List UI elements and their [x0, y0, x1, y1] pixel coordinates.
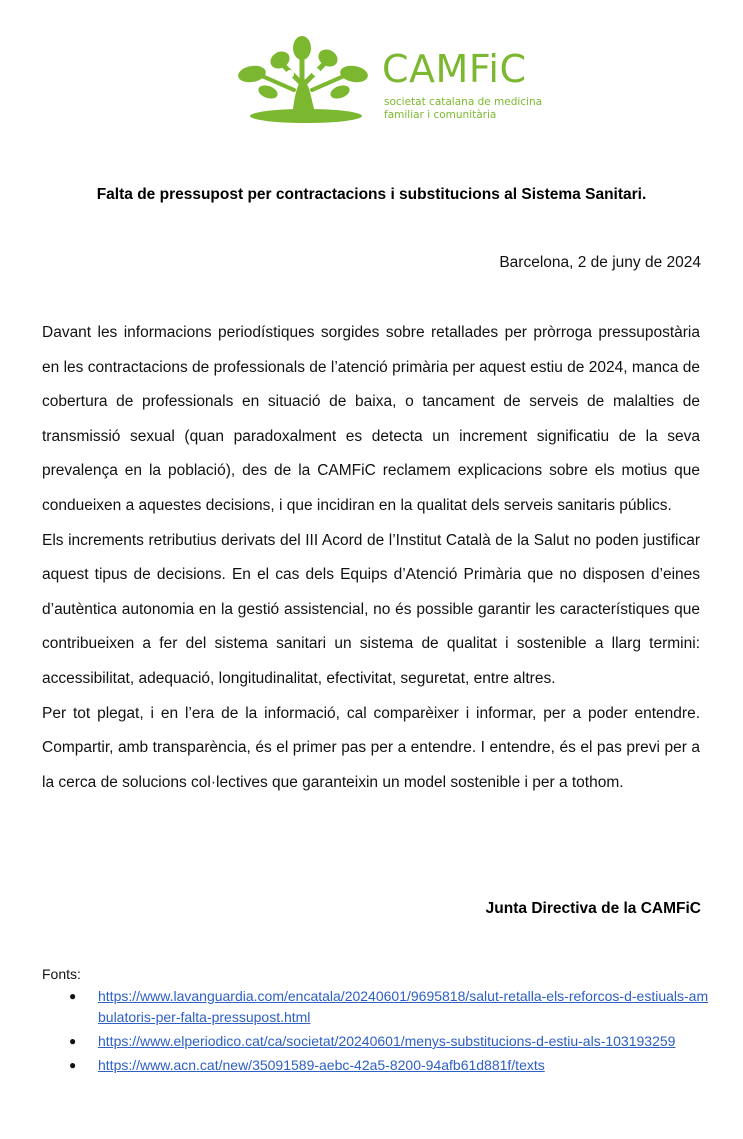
sources-list — [42, 986, 712, 1076]
source-item — [42, 1031, 712, 1052]
bullet-icon: ● — [69, 1034, 77, 1048]
paragraph-1: Davant les informacions periodístiques sorgides sobre retallades per pròrroga pressupostària en les contractacions de professionals de l’atenció primària per aquest estiu de 2024, manca de cobertura de professionals en situació de baixa, o tancament de serveis de malalties de transmissió sexual (quan paradoxalment es detecta un increment significatiu de la seva prevalença en la població), des de la CAMFiC reclamem explicacions sobre els motius que condueixen a aquestes decisions, i que incidiran en la qualitat dels serveis sanitaris públics. — [42, 324, 700, 514]
logo-tagline-line-2: familiar i comunitària — [384, 109, 497, 121]
sources-label: Fonts: — [42, 966, 81, 982]
paragraph-3: Per tot plegat, i en l’era de la informació, cal comparèixer i informar, per a poder entendre. Compartir, amb transparència, és el primer pas per a entendre. I entendre, és el pas previ per a la cerca de solucions col·lectives que garanteixin un model sostenible i per a tothom. — [42, 704, 700, 791]
source-item — [42, 986, 712, 1028]
source-link-lavanguardia[interactable]: https://www.lavanguardia.com/encatala/20240601/9695818/salut-retalla-els-reforcos-d-estiuals-ambulatoris-per-falta-pressupost.html — [98, 988, 709, 1025]
paragraph-2: Els increments retributius derivats del III Acord de l’Institut Català de la Salut no poden justificar aquest tipus de decisions. En el cas dels Equips d’Atenció Primària que no disposen d’eines d’autèntica autonomia en la gestió assistencial, no és possible garantir les característiques que contribueixen a fer del sistema sanitari un sistema de qualitat i sostenible a llarg termini: accessibilitat, adequació, longitudinalitat, efectivitat, seguretat, entre altres. — [42, 531, 700, 687]
signature: Junta Directiva de la CAMFiC — [485, 900, 701, 917]
document-title: Falta de pressupost per contractacions i substitucions al Sistema Sanitari. — [96, 186, 647, 203]
bullet-icon: ● — [69, 1058, 77, 1072]
source-link-acn[interactable]: https://www.acn.cat/new/35091589-aebc-42a5-8200-94afb61d881f/texts — [98, 1057, 545, 1073]
sources-section — [42, 966, 712, 1079]
logo-brand-name: CAMFiC — [382, 47, 527, 91]
bullet-icon: ● — [69, 989, 77, 1003]
tree-logo-icon — [232, 36, 372, 126]
source-link-elperiodico[interactable]: https://www.elperiodico.cat/ca/societat/20240601/menys-substitucions-d-estiu-als-103193259 — [98, 1033, 676, 1049]
dateline: Barcelona, 2 de juny de 2024 — [499, 254, 701, 271]
logo-tagline-line-1: societat catalana de medicina — [384, 96, 543, 108]
document-body — [42, 316, 700, 800]
camfic-logo — [232, 36, 543, 126]
source-item — [42, 1055, 712, 1076]
logo-tagline — [384, 96, 542, 122]
